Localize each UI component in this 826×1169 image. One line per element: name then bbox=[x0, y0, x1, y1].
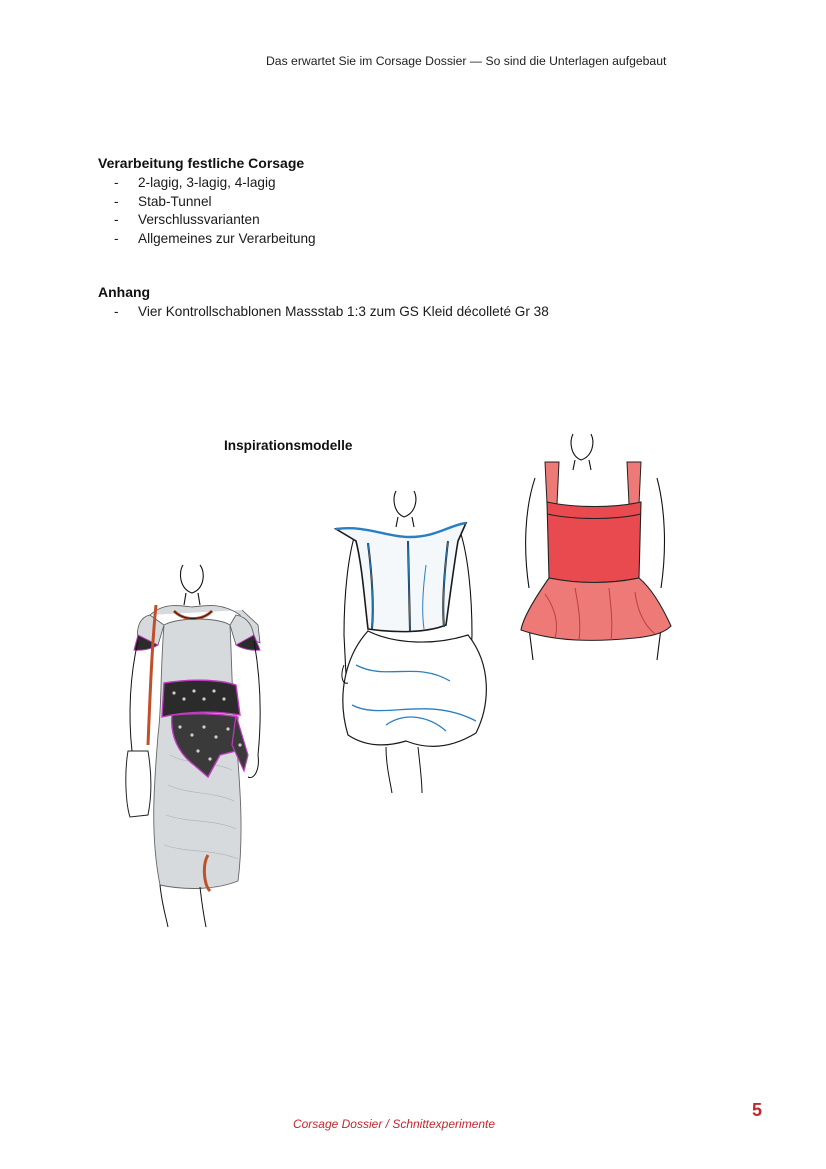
list-item-text: Stab-Tunnel bbox=[138, 193, 212, 209]
section-title: Anhang bbox=[98, 284, 151, 300]
bullet-list bbox=[98, 174, 316, 248]
bullet-dash: - bbox=[114, 304, 119, 319]
list-item-text: Vier Kontrollschablonen Massstab 1:3 zum GS Kleid décolleté Gr 38 bbox=[138, 304, 549, 319]
list-item bbox=[98, 193, 316, 212]
fashion-sketch-grey-dress bbox=[108, 555, 278, 930]
page-header: Das erwartet Sie im Corsage Dossier — So sind die Unterlagen aufgebaut bbox=[266, 54, 667, 68]
section-anhang bbox=[98, 284, 549, 322]
bullet-list bbox=[98, 303, 549, 322]
inspiration-title: Inspirationsmodelle bbox=[224, 438, 353, 453]
page-number: 5 bbox=[752, 1100, 763, 1120]
fashion-sketch-blue-corsage bbox=[326, 485, 498, 795]
list-item-text: Verschlussvarianten bbox=[138, 212, 260, 227]
bullet-dash: - bbox=[114, 193, 119, 209]
list-item bbox=[98, 211, 316, 230]
bullet-dash: - bbox=[114, 230, 119, 246]
list-item bbox=[98, 230, 316, 249]
section-verarbeitung bbox=[98, 155, 316, 248]
page-footer: Corsage Dossier / Schnittexperimente bbox=[292, 1117, 496, 1131]
bullet-dash: - bbox=[114, 212, 119, 227]
list-item bbox=[98, 174, 316, 193]
bullet-dash: - bbox=[114, 175, 119, 190]
list-item-text: 2-lagig, 3-lagig, 4-lagig bbox=[138, 175, 276, 190]
fashion-sketch-red-top bbox=[515, 428, 675, 663]
section-title: Verarbeitung festliche Corsage bbox=[98, 155, 305, 171]
list-item bbox=[98, 303, 549, 322]
list-item-text: Allgemeines zur Verarbeitung bbox=[138, 230, 316, 246]
